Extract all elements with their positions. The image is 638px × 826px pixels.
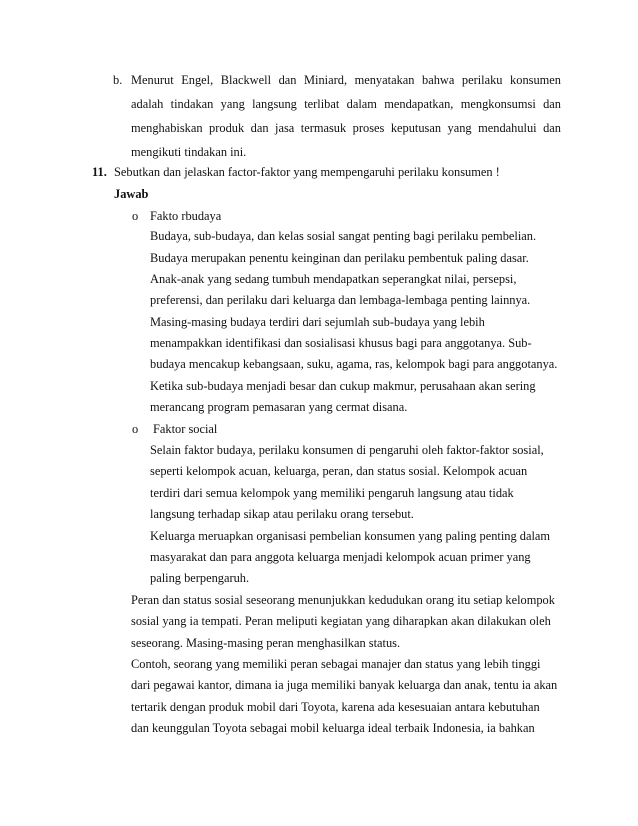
section1-line-7: budaya mencakup kebangsaan, suku, agama, ras, kelompok bagi para anggotanya.	[150, 357, 558, 371]
question-text: Sebutkan dan jelaskan factor-faktor yang mempengaruhi perilaku konsumen !	[114, 165, 500, 179]
section2-line-3: terdiri dari semua kelompok yang memiliki pengaruh langsung atau tidak	[150, 486, 514, 500]
section2-bullet-icon: o	[132, 422, 139, 436]
section1-line-4: preferensi, dan perilaku dari keluarga dan lembaga-lembaga penting lainnya.	[150, 293, 531, 307]
item-b-line-1: Menurut Engel, Blackwell dan Miniard, menyatakan bahwa perilaku konsumen	[131, 73, 561, 87]
section2-line-1: Selain faktor budaya, perilaku konsumen di pengaruhi oleh faktor-faktor sosial,	[150, 443, 544, 457]
paragraph3-line-7: dan keunggulan Toyota sebagai mobil keluarga ideal terbaik Indonesia, ia bahkan	[131, 721, 535, 735]
item-b-line-2: adalah tindakan yang langsung terlibat dalam mendapatkan, mengkonsumsi dan	[131, 97, 561, 111]
section2-line-6: masyarakat dan para anggota keluarga menjadi kelompok acuan primer yang	[150, 550, 531, 564]
section1-line-2: Budaya merupakan penentu keinginan dan perilaku pembentuk paling dasar.	[150, 251, 529, 265]
paragraph3-line-4: Contoh, seorang yang memiliki peran sebagai manajer dan status yang lebih tinggi	[131, 657, 541, 671]
section1-bullet-icon: o	[132, 209, 139, 223]
section1-line-8: Ketika sub-budaya menjadi besar dan cukup makmur, perusahaan akan sering	[150, 379, 536, 393]
section1-line-3: Anak-anak yang sedang tumbuh mendapatkan seperangkat nilai, persepsi,	[150, 272, 517, 286]
paragraph3-line-5: dari pegawai kantor, dimana ia juga memiliki banyak keluarga dan anak, tentu ia akan	[131, 678, 558, 692]
section2-line-4: langsung terhadap sikap atau perilaku orang tersebut.	[150, 507, 414, 521]
section1-line-1: Budaya, sub-budaya, dan kelas sosial sangat penting bagi perilaku pembelian.	[150, 229, 537, 243]
section2-heading: Faktor social	[153, 422, 218, 436]
paragraph3-line-2: sosial yang ia tempati. Peran meliputi kegiatan yang diharapkan akan dilakukan oleh	[131, 614, 551, 628]
section1-line-9: merancang program pemasaran yang cermat disana.	[150, 400, 408, 414]
item-b-marker: b.	[113, 73, 123, 87]
item-b-line-3: menghabiskan produk dan jasa termasuk proses keputusan yang mendahului dan	[131, 121, 561, 135]
section2-line-7: paling berpengaruh.	[150, 571, 250, 585]
paragraph3-line-6: tertarik dengan produk mobil dari Toyota, karena ada kesesuaian antara kebutuhan	[131, 700, 540, 714]
section2-line-5: Keluarga meruapkan organisasi pembelian konsumen yang paling penting dalam	[150, 529, 551, 543]
item-b-line-4: mengikuti tindakan ini.	[131, 145, 247, 159]
section1-heading: Fakto rbudaya	[150, 209, 222, 223]
question-number: 11.	[92, 165, 107, 179]
section1-line-6: menampakkan identifikasi dan sosialisasi khusus bagi para anggotanya. Sub-	[150, 336, 532, 350]
answer-label: Jawab	[114, 187, 149, 201]
paragraph3-line-3: seseorang. Masing-masing peran menghasilkan status.	[131, 636, 401, 650]
section1-line-5: Masing-masing budaya terdiri dari sejumlah sub-budaya yang lebih	[150, 315, 485, 329]
paragraph3-line-1: Peran dan status sosial seseorang menunjukkan kedudukan orang itu setiap kelompok	[131, 593, 555, 607]
section2-line-2: seperti kelompok acuan, keluarga, peran, dan status sosial. Kelompok acuan	[150, 464, 528, 478]
